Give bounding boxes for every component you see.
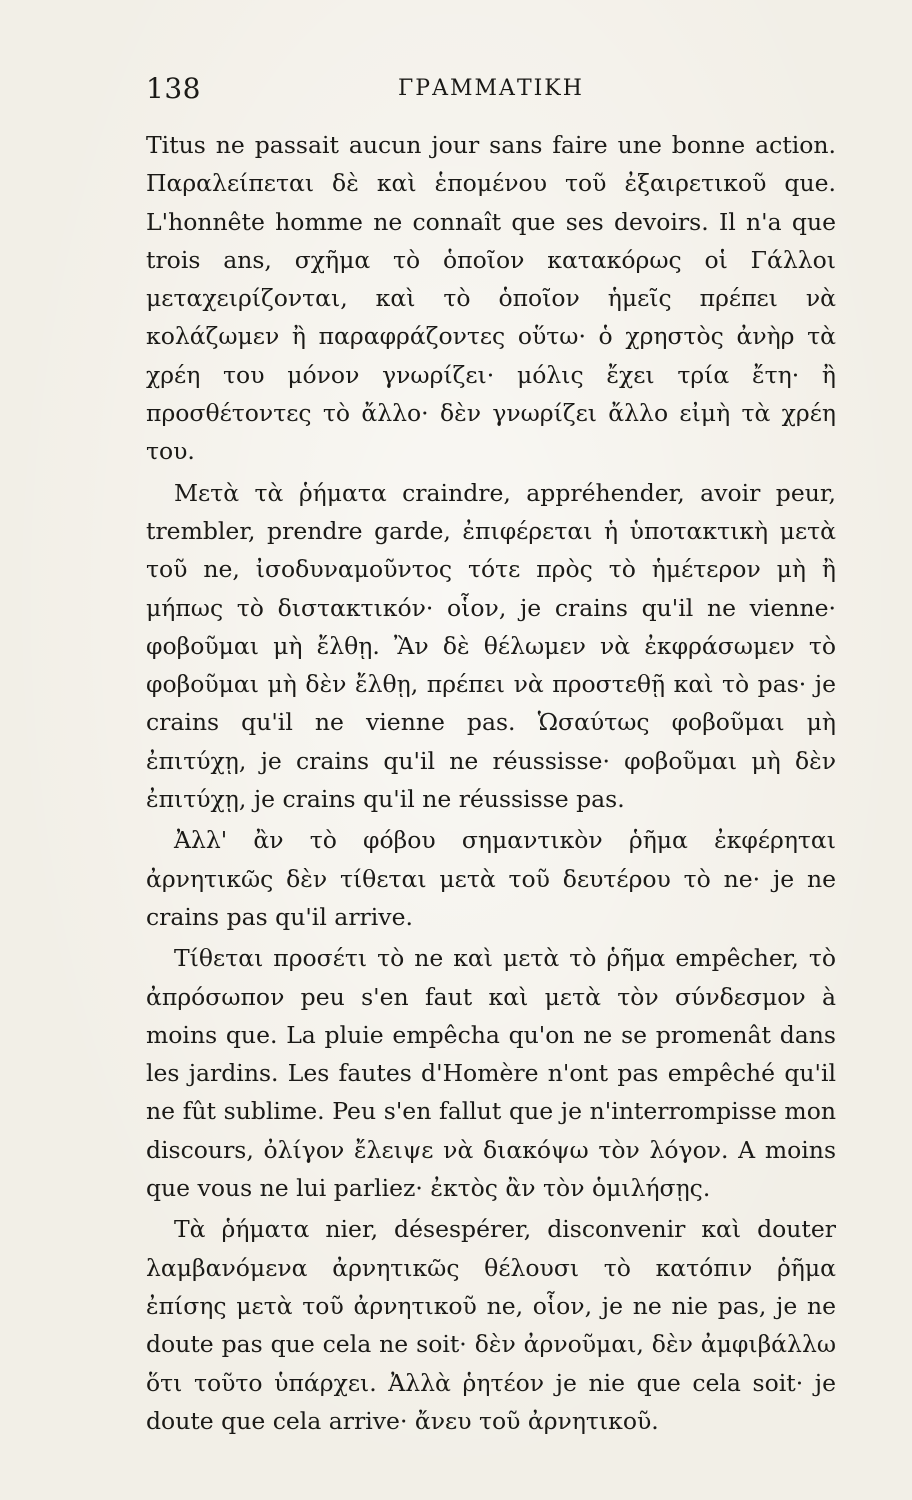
page-number: 138 xyxy=(146,72,201,105)
paragraph-2: Μετὰ τὰ ῥήματα craindre, appréhender, avoir peur, trembler, prendre garde, ἐπιφέρεται ἡ ὑποτακτικὴ μετὰ τοῦ ne, ἰσοδυναμοῦντος τότε πρὸς τὸ ἡμέτερον μὴ ἢ μήπως τὸ διστακτικόν· οἷον, je crains qu'il ne vienne· φοβοῦμαι μὴ ἔλθῃ. Ἂν δὲ θέλωμεν νὰ ἐκφράσωμεν τὸ φοβοῦμαι μὴ δὲν ἔλθῃ, πρέπει νὰ προστεθῇ καὶ τὸ pas· je crains qu'il ne vienne pas. Ὡσαύτως φοβοῦμαι μὴ ἐπιτύχῃ, je crains qu'il ne réussisse· φοβοῦμαι μὴ δὲν ἐπιτύχῃ, je crains qu'il ne réussisse pas. xyxy=(146,478,836,814)
page-header xyxy=(146,72,836,112)
paragraph-1: Titus ne passait aucun jour sans faire une bonne action. Παραλείπεται δὲ καὶ ἑπομένου τοῦ ἐξαιρετικοῦ que. L'honnête homme ne connaît que ses devoirs. Il n'a que trois ans, σχῆμα τὸ ὁποῖον κατακόρως οἱ Γάλλοι μεταχειρίζονται, καὶ τὸ ὁποῖον ἡμεῖς πρέπει νὰ κολάζωμεν ἢ παραφράζοντες οὕτω· ὁ χρηστὸς ἀνὴρ τὰ χρέη του μόνον γνωρίζει· μόλις ἔχει τρία ἔτη· ἢ προσθέτοντες τὸ ἄλλο· δὲν γνωρίζει ἄλλο εἰμὴ τὰ χρέη του. xyxy=(146,131,836,466)
paragraph-4: Τίθεται προσέτι τὸ ne καὶ μετὰ τὸ ῥῆμα empêcher, τὸ ἀπρόσωπον peu s'en faut καὶ μετὰ τὸν σύνδεσμον à moins que. La pluie empêcha qu'on ne se promenât dans les jardins. Les fautes d'Homère n'ont pas empêché qu'il ne fût sublime. Peu s'en fallut que je n'interrompisse mon discours, ὀλίγον ἔλειψε νὰ διακόψω τὸν λόγον. A moins que vous ne lui parliez· ἐκτὸς ἂν τὸν ὁμιλήσῃς. xyxy=(146,944,836,1203)
running-head: ΓΡΑΜΜΑΤΙΚΗ xyxy=(398,76,584,101)
paragraph-3: Ἀλλ' ἂν τὸ φόβου σημαντικὸν ῥῆμα ἐκφέρηται ἀρνητικῶς δὲν τίθεται μετὰ τοῦ δευτέρου τὸ ne· je ne crains pas qu'il arrive. xyxy=(146,826,836,931)
paragraph-5: Τὰ ῥήματα nier, désespérer, disconvenir καὶ douter λαμβανόμενα ἀρνητικῶς θέλουσι τὸ κατόπιν ῥῆμα ἐπίσης μετὰ τοῦ ἀρνητικοῦ ne, οἷον, je ne nie pas, je ne doute pas que cela ne soit· δὲν ἀρνοῦμαι, δὲν ἀμφιβάλλω ὅτι τοῦτο ὑπάρχει. Ἀλλὰ ῥητέον je nie que cela soit· je doute que cela arrive· ἄνευ τοῦ ἀρνητικοῦ. xyxy=(146,1215,836,1435)
body-text xyxy=(146,126,836,1440)
